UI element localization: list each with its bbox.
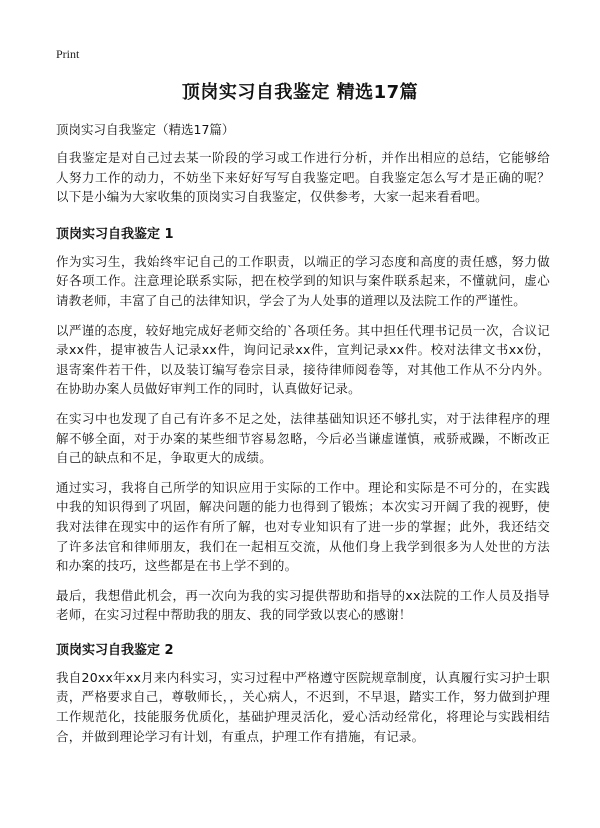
body-paragraph: 作为实习生，我始终牢记自己的工作职责，以端正的学习态度和高度的责任感，努力做好各项工作。注意理论联系实际，把在校学到的知识与案件联系起来，不懂就问，虚心请教老师，丰富了自己的法律知识，学会了为人处事的道理以及法院工作的严谨性。	[56, 253, 550, 308]
body-paragraph: 最后，我想借此机会，再一次向为我的实习提供帮助和指导的xx法院的工作人员及指导老师，在实习过程中帮助我的朋友、我的同学致以衷心的感谢！	[56, 587, 550, 623]
body-paragraph: 在实习中也发现了自己有许多不足之处，法律基础知识还不够扎实，对于法律程序的理解不够全面，对于办案的某些细节容易忽略，今后必当谦虚谨慎，戒骄戒躁，不断改正自己的缺点和不足，争取更大的成绩。	[56, 410, 550, 466]
body-paragraph: 通过实习，我将自己所学的知识应用于实际的工作中。理论和实际是不可分的，在实践中我的知识得到了巩固，解决问题的能力也得到了锻炼；本次实习开阔了我的视野，使我对法律在现实中的运作有所了解，也对专业知识有了进一步的掌握；此外，我还结交了许多法官和律师朋友，我们在一起相互交流，从他们身上我学到很多为人处世的方法和办案的技巧，这些都是在书上学不到的。	[56, 479, 550, 574]
section-heading: 顶岗实习自我鉴定 2	[56, 642, 174, 658]
print-link[interactable]: Print	[56, 47, 80, 61]
page-title: 顶岗实习自我鉴定 精选17篇	[181, 82, 419, 103]
intro-paragraph: 自我鉴定是对自己过去某一阶段的学习或工作进行分析，并作出相应的总结，它能够给人努力工作的动力，不妨坐下来好好写写自我鉴定吧。自我鉴定怎么写才是正确的呢？以下是小编为大家收集的顶岗实习自我鉴定，仅供参考，大家一起来看看吧。	[56, 150, 550, 205]
document-body	[56, 148, 550, 756]
section-heading: 顶岗实习自我鉴定 1	[56, 226, 174, 242]
body-paragraph: 我自20xx年xx月来内科实习，实习过程中严格遵守医院规章制度，认真履行实习护士职责，严格要求自己，尊敬师长，，关心病人，不迟到，不早退，踏实工作，努力做到护理工作规范化，技能服务优质化，基础护理灵活化，爱心活动经常化，将理论与实践相结合，并做到理论学习有计划，有重点，护理工作有措施，有记录。	[56, 669, 550, 744]
body-paragraph: 以严谨的态度，较好地完成好老师交给的`各项任务。其中担任代理书记员一次，合议记录xx件，提审被告人记录xx件，询问记录xx件，宣判记录xx件。校对法律文书xx份，退寄案件若干件，以及装订编写卷宗目录，接待律师阅卷等，对其他工作从不分内外。在协助办案人员做好审判工作的同时，认真做好记录。	[56, 322, 550, 397]
document-subtitle: 顶岗实习自我鉴定（精选17篇）	[56, 122, 235, 137]
